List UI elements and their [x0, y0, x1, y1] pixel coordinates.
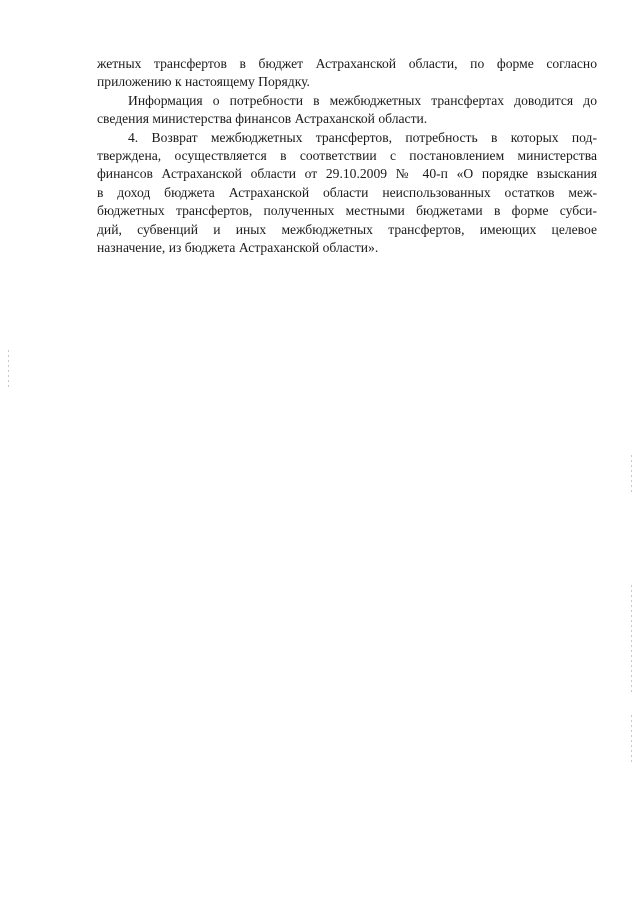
text-line: сведения министерства финансов Астраханской области.	[97, 111, 428, 127]
scan-artifact	[8, 350, 9, 390]
text-line: назначение, из бюджета Астраханской области».	[97, 239, 379, 255]
text-line: финансов Астраханской области от 29.10.2009 № 40-п «О порядке взыскания	[97, 166, 597, 182]
paragraph-item-4-return	[97, 129, 597, 258]
text-line: приложению к настоящему Порядку.	[97, 74, 310, 90]
text-line: дий, субвенций и иных межбюджетных трансфертов, имеющих целевое	[97, 221, 597, 237]
text-line: бюджетных трансфертов, полученных местными бюджетами в форме субси-	[97, 203, 597, 219]
paragraph-transfers-form	[97, 55, 597, 92]
scan-artifact	[631, 455, 632, 495]
text-line: тверждена, осуществляется в соответствии с постановлением министерства	[97, 147, 597, 163]
text-line: жетных трансфертов в бюджет Астраханской области, по форме согласно	[97, 56, 597, 71]
text-line: в доход бюджета Астраханской области неиспользованных остатков меж-	[97, 184, 597, 200]
paragraph-information	[97, 92, 597, 129]
scan-artifact	[631, 715, 632, 765]
text-line: Информация о потребности в межбюджетных трансфертах доводится до	[128, 92, 597, 108]
document-body	[97, 55, 597, 257]
text-line: 4. Возврат межбюджетных трансфертов, потребность в которых под-	[128, 129, 597, 145]
scan-artifact	[631, 585, 632, 695]
